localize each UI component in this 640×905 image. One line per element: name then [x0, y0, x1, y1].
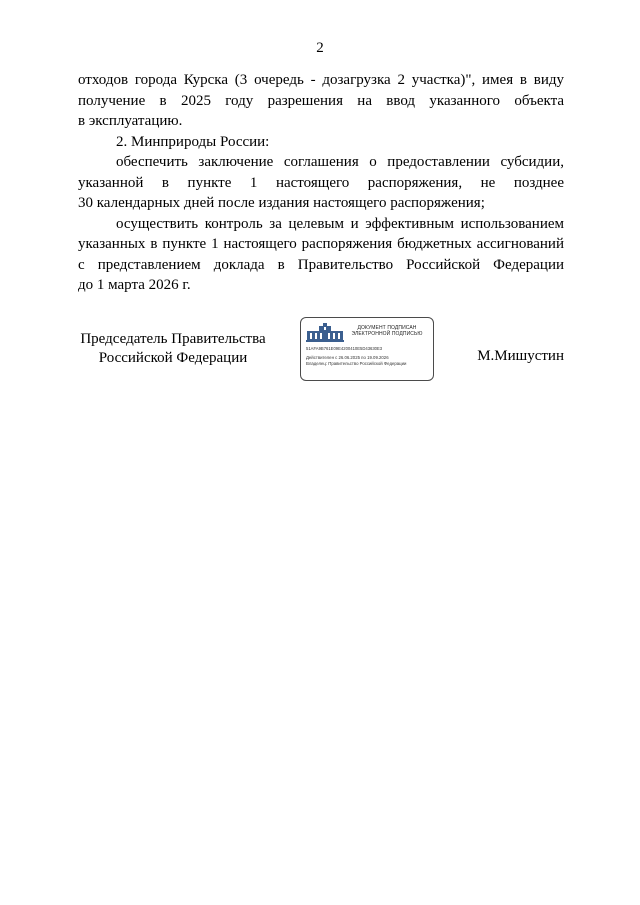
document-body [78, 70, 564, 296]
signer-title-line1: Председатель Правительства [80, 331, 266, 347]
text-line: указанных в пункте 1 настоящего распоряжения бюджетных ассигнований [78, 236, 564, 252]
signer-name: М.Мишустин [477, 348, 564, 364]
text-line: осуществить контроль за целевым и эффективным использованием [116, 215, 564, 232]
stamp-header-line1: ДОКУМЕНТ ПОДПИСАН [357, 325, 417, 331]
certificate-validity: Действителен с 26.06.2025 по 19.09.2026 [306, 355, 389, 360]
paragraph-3 [78, 152, 564, 214]
stamp-header-line2: ЭЛЕКТРОННОЙ ПОДПИСЬЮ [351, 331, 423, 337]
paragraph-4 [78, 214, 564, 296]
signer-title [78, 330, 268, 368]
text-line: в эксплуатацию. [78, 113, 183, 129]
paragraph-1 [78, 70, 564, 132]
text-line: отходов города Курска (3 очередь - дозагрузка 2 участка)", имея в виду [78, 72, 564, 88]
text-line: указанной в пункте 1 настоящего распоряжения, не позднее [78, 174, 564, 191]
text-line: 2. Минприроды России: [116, 133, 270, 150]
text-line: обеспечить заключение соглашения о предоставлении субсидии, [116, 154, 564, 170]
text-line: 30 календарных дней после издания настоящего распоряжения; [78, 195, 485, 211]
certificate-number: 51AFA9B761E09E4200410E5D43630E3 [306, 346, 383, 351]
text-line: с представлением доклада в Правительство Российской Федерации [78, 256, 564, 273]
stamp-header [341, 325, 433, 337]
signer-title-line2: Российской Федерации [98, 350, 248, 366]
certificate-owner: Владелец: Правительство Российской Федерации [306, 361, 407, 366]
paragraph-2 [78, 132, 564, 153]
page-number: 2 [316, 40, 324, 56]
electronic-signature-stamp [300, 317, 434, 381]
government-building-icon [306, 323, 344, 342]
text-line: получение в 2025 году разрешения на ввод указанного объекта [78, 92, 564, 109]
text-line: до 1 марта 2026 г. [78, 277, 191, 293]
